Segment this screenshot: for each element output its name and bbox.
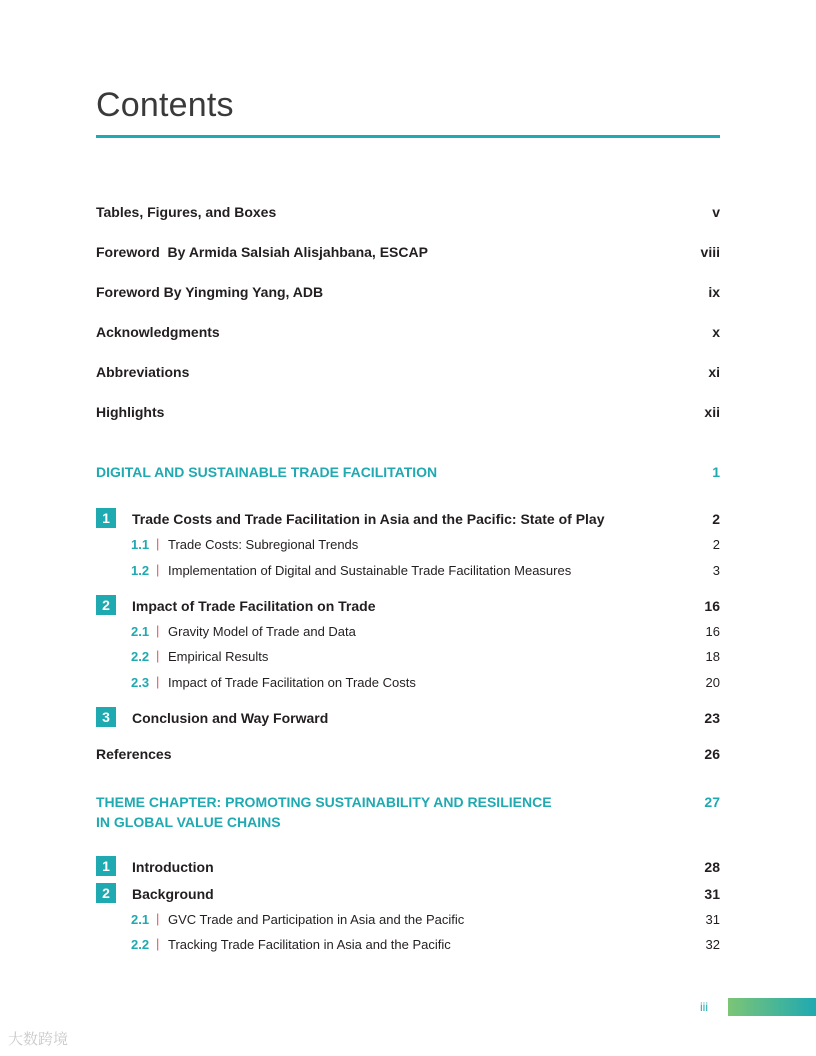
toc-entry-tables-figures[interactable] bbox=[96, 204, 720, 224]
section-number: 2.2 bbox=[131, 649, 150, 664]
footer-gradient-bar bbox=[728, 998, 816, 1016]
chapter-page: 28 bbox=[704, 859, 720, 875]
toc-entry-page: viii bbox=[700, 244, 720, 260]
section-title: Empirical Results bbox=[168, 649, 269, 664]
chapter-page: 23 bbox=[704, 710, 720, 726]
chapter-title: Background bbox=[132, 886, 214, 902]
toc-entry-label: Tables, Figures, and Boxes bbox=[96, 204, 277, 220]
section-title: Tracking Trade Facilitation in Asia and the Pacific bbox=[168, 937, 451, 952]
toc-entry-page: xi bbox=[708, 364, 720, 380]
toc-entry-label: References bbox=[96, 746, 172, 762]
chapter-page: 2 bbox=[712, 511, 720, 527]
toc-entry-label: Abbreviations bbox=[96, 364, 190, 380]
chapter-page: 16 bbox=[704, 598, 720, 614]
section-page: 18 bbox=[705, 649, 720, 664]
section-number: 1.2 bbox=[131, 563, 150, 578]
section-page: 32 bbox=[705, 937, 720, 952]
section-number: 2.1 bbox=[131, 912, 150, 927]
toc-entry-label: Acknowledgments bbox=[96, 324, 220, 340]
section-number: 2.2 bbox=[131, 937, 150, 952]
toc-chapter-2[interactable] bbox=[96, 598, 720, 618]
section-page: 3 bbox=[712, 563, 720, 578]
toc-entry-label: Foreword By Yingming Yang, ADB bbox=[96, 284, 324, 300]
section-number: 1.1 bbox=[131, 537, 150, 552]
toc-section-2-3[interactable] bbox=[96, 675, 720, 695]
section-page: 20 bbox=[705, 675, 720, 690]
chapter-page: 31 bbox=[704, 886, 720, 902]
toc-theme-section-2-2[interactable] bbox=[96, 937, 720, 957]
toc-entry-acknowledgments[interactable] bbox=[96, 324, 720, 344]
watermark: 大数跨境 bbox=[8, 1030, 69, 1048]
toc-entry-highlights[interactable] bbox=[96, 404, 720, 424]
section-number: 2.1 bbox=[131, 624, 150, 639]
toc-theme-chapter-1[interactable] bbox=[96, 859, 720, 879]
toc-entry-abbreviations[interactable] bbox=[96, 364, 720, 384]
section-number: 2.3 bbox=[131, 675, 150, 690]
toc-chapter-3[interactable] bbox=[96, 710, 720, 730]
part-title-line-1: THEME CHAPTER: PROMOTING SUSTAINABILITY AND RESILIENCE bbox=[96, 794, 552, 810]
toc-entry-page: x bbox=[712, 324, 720, 340]
toc-part-heading-1[interactable] bbox=[96, 464, 720, 484]
part-title: DIGITAL AND SUSTAINABLE TRADE FACILITATION bbox=[96, 464, 438, 480]
part-title bbox=[96, 792, 596, 832]
section-title: Implementation of Digital and Sustainable Trade Facilitation Measures bbox=[168, 563, 572, 578]
section-separator: | bbox=[156, 674, 160, 689]
section-title: Trade Costs: Subregional Trends bbox=[168, 537, 359, 552]
toc-chapter-1[interactable] bbox=[96, 511, 720, 531]
toc-part-heading-2[interactable] bbox=[96, 792, 720, 832]
page-title: Contents bbox=[96, 86, 234, 124]
toc-section-2-2[interactable] bbox=[96, 649, 720, 669]
chapter-number-box: 3 bbox=[96, 707, 116, 727]
toc-entry-label: Foreword By Armida Salsiah Alisjahbana, ESCAP bbox=[96, 244, 428, 260]
section-title: Gravity Model of Trade and Data bbox=[168, 624, 356, 639]
toc-entry-foreword-adb[interactable] bbox=[96, 284, 720, 304]
part-title-line-2: IN GLOBAL VALUE CHAINS bbox=[96, 814, 281, 830]
toc-entry-page: ix bbox=[708, 284, 720, 300]
toc-entry-page: v bbox=[712, 204, 720, 220]
chapter-number-box: 2 bbox=[96, 883, 116, 903]
toc-entry-label: Highlights bbox=[96, 404, 165, 420]
chapter-title: Trade Costs and Trade Facilitation in Asia and the Pacific: State of Play bbox=[132, 511, 605, 527]
toc-entry-references[interactable] bbox=[96, 746, 720, 766]
section-separator: | bbox=[156, 936, 160, 951]
section-separator: | bbox=[156, 536, 160, 551]
toc-entry-page: xii bbox=[704, 404, 720, 420]
chapter-number-box: 2 bbox=[96, 595, 116, 615]
toc-entry-foreword-escap[interactable] bbox=[96, 244, 720, 264]
toc-section-1-2[interactable] bbox=[96, 563, 720, 583]
section-separator: | bbox=[156, 623, 160, 638]
part-page: 1 bbox=[712, 464, 720, 480]
part-page: 27 bbox=[704, 794, 720, 810]
title-underline bbox=[96, 135, 720, 138]
section-page: 2 bbox=[712, 537, 720, 552]
toc-entry-page: 26 bbox=[704, 746, 720, 762]
toc-theme-section-2-1[interactable] bbox=[96, 912, 720, 932]
chapter-title: Conclusion and Way Forward bbox=[132, 710, 329, 726]
chapter-number-box: 1 bbox=[96, 508, 116, 528]
section-page: 31 bbox=[705, 912, 720, 927]
section-separator: | bbox=[156, 562, 160, 577]
section-separator: | bbox=[156, 911, 160, 926]
chapter-title: Impact of Trade Facilitation on Trade bbox=[132, 598, 376, 614]
section-title: GVC Trade and Participation in Asia and the Pacific bbox=[168, 912, 465, 927]
section-page: 16 bbox=[705, 624, 720, 639]
toc-section-2-1[interactable] bbox=[96, 624, 720, 644]
section-separator: | bbox=[156, 648, 160, 663]
toc-theme-chapter-2[interactable] bbox=[96, 886, 720, 906]
section-title: Impact of Trade Facilitation on Trade Costs bbox=[168, 675, 416, 690]
footer-page-number: iii bbox=[700, 1000, 708, 1014]
chapter-title: Introduction bbox=[132, 859, 214, 875]
toc-section-1-1[interactable] bbox=[96, 537, 720, 557]
chapter-number-box: 1 bbox=[96, 856, 116, 876]
